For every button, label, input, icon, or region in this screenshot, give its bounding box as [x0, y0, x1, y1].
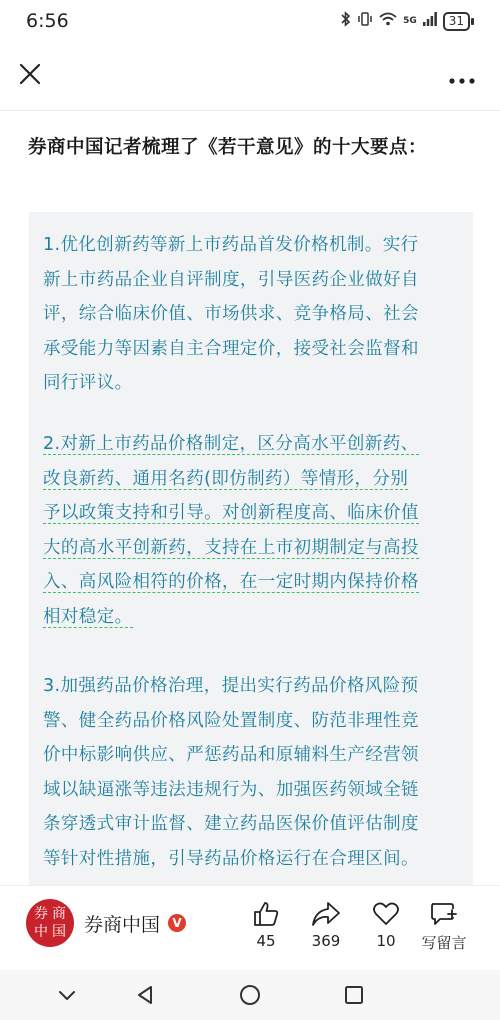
avatar-logo — [32, 905, 68, 941]
point-2-line: 2.对新上市药品价格制定，区分高水平创新药、 — [43, 434, 419, 454]
point-1-line: 新上市药品企业自评制度，引导医药企业做好自 — [43, 269, 419, 290]
point-3-line: 警、健全药品价格风险处置制度、防范非理性竞 — [43, 710, 419, 731]
point-3-line: 价中标影响供应、严惩药品和原辅料生产经营领 — [43, 745, 419, 765]
close-button[interactable] — [16, 60, 44, 88]
heart-icon — [372, 900, 400, 928]
point-2-line: 予以政策支持和引导。对创新程度高、临床价值 — [43, 503, 419, 523]
favorite-count: 10 — [376, 932, 396, 950]
battery-level: 31 — [448, 13, 464, 28]
battery-icon — [443, 12, 470, 31]
signal-icon — [423, 12, 437, 30]
point-1-line: 1.优化创新药等新上市药品首发价格机制。实行 — [43, 235, 419, 255]
nav-recents-button[interactable] — [341, 982, 367, 1008]
verified-badge-icon: V — [168, 914, 186, 932]
like-count: 45 — [256, 932, 276, 950]
favorite-button[interactable] — [356, 900, 416, 950]
point-2-line: 相对稳定。 — [43, 606, 133, 627]
quote-block — [29, 212, 473, 912]
close-icon — [16, 60, 44, 88]
point-2-line: 入、高风险相符的价格，在一定时期内保持价格 — [43, 572, 419, 592]
nav-collapse-button[interactable] — [54, 982, 80, 1008]
recents-square-icon — [341, 982, 367, 1008]
vibrate-icon — [357, 12, 373, 30]
comment-plus-icon — [429, 900, 459, 928]
author-name[interactable]: 券商中国 — [84, 914, 161, 936]
point-2-line: 改良新药、通用名药(即仿制药）等情形，分别 — [43, 468, 409, 489]
point-2[interactable] — [43, 427, 463, 634]
point-1-line: 同行评议。 — [43, 373, 133, 393]
point-3 — [43, 669, 463, 876]
share-count: 369 — [311, 932, 341, 950]
avatar-char: 商 — [52, 906, 66, 922]
share-arrow-icon — [311, 900, 341, 928]
point-3-line: 域以缺逼涨等违法违规行为、加强医药领域全链 — [43, 779, 419, 800]
network-label: 5G — [403, 16, 417, 26]
bluetooth-icon — [341, 11, 351, 31]
article-heading: 券商中国记者梳理了《若干意见》的十大要点： — [28, 137, 428, 158]
share-button[interactable] — [296, 900, 356, 950]
like-button[interactable] — [236, 900, 296, 950]
point-1 — [43, 228, 463, 401]
home-circle-icon — [237, 982, 263, 1008]
avatar-char: 中 — [34, 924, 48, 940]
nav-home-button[interactable] — [237, 982, 263, 1008]
point-2-line: 大的高水平创新药，支持在上市初期制定与高投 — [43, 537, 419, 558]
wifi-icon — [379, 12, 397, 30]
thumbs-up-icon — [252, 900, 280, 928]
avatar-char: 国 — [52, 924, 66, 940]
point-3-line: 等针对性措施，引导药品价格运行在合理区间。 — [43, 848, 419, 869]
point-1-line: 评，综合临床价值、市场供求、竞争格局、社会 — [43, 304, 419, 324]
status-time: 6:56 — [26, 10, 69, 32]
status-icons — [341, 11, 474, 31]
nav-divider — [0, 110, 500, 111]
top-nav — [0, 48, 500, 104]
nav-back-button[interactable] — [133, 982, 159, 1008]
status-bar — [0, 0, 500, 42]
more-icon — [448, 77, 476, 85]
point-3-line: 条穿透式审计监督、建立药品医保价值评估制度 — [43, 814, 419, 834]
system-nav-bar — [0, 970, 500, 1020]
chevron-down-icon — [54, 982, 80, 1008]
write-comment-label: 写留言 — [421, 934, 467, 952]
more-button[interactable] — [448, 70, 476, 78]
point-3-line: 3.加强药品价格治理，提出实行药品价格风险预 — [43, 676, 419, 696]
battery-tip — [471, 18, 474, 25]
avatar-char: 券 — [34, 906, 48, 922]
point-1-line: 承受能力等因素自主合理定价，接受社会监督和 — [43, 338, 419, 359]
write-comment-button[interactable] — [414, 900, 474, 953]
back-triangle-icon — [133, 982, 159, 1008]
article-action-bar — [0, 885, 500, 971]
author-avatar[interactable] — [26, 899, 74, 947]
